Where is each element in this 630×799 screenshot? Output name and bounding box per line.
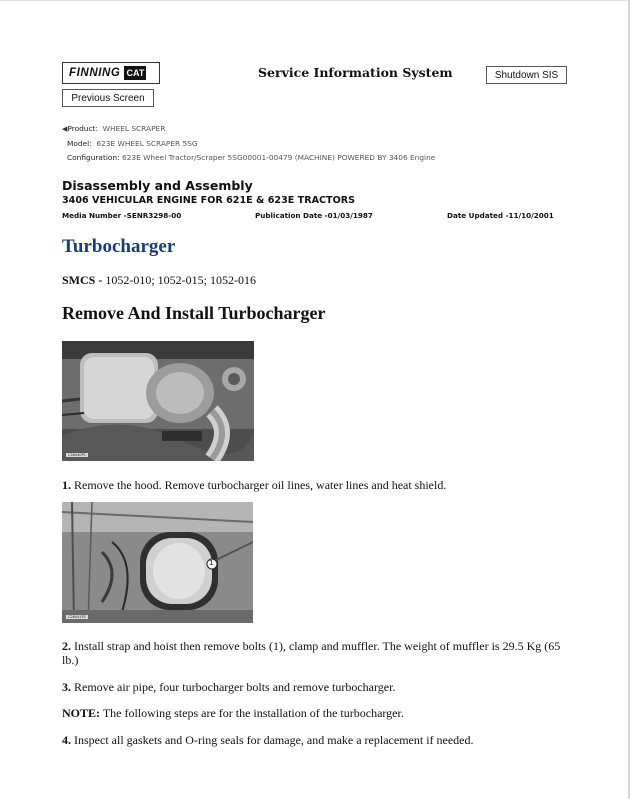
product-line <box>62 124 165 133</box>
note-text: The following steps are for the installation of the turbocharger. <box>102 706 404 720</box>
photo-2-tag: C28441P1 <box>68 615 86 619</box>
sis-title: Service Information System <box>258 65 453 80</box>
previous-screen-button[interactable]: Previous Screen <box>62 89 154 107</box>
step-2-number: 2. <box>62 639 71 653</box>
step-3-text: Remove air pipe, four turbocharger bolts and remove turbocharger. <box>74 680 396 694</box>
configuration-line <box>67 153 435 162</box>
finning-cat-logo <box>62 62 160 84</box>
publication-date: Publication Date -01/03/1987 <box>255 211 373 220</box>
muffler-photo <box>62 502 253 623</box>
engine-heading: 3406 VEHICULAR ENGINE FOR 621E & 623E TRACTORS <box>62 195 356 206</box>
model-value: 623E WHEEL SCRAPER 5SG <box>96 139 198 148</box>
config-value: 623E Wheel Tractor/Scraper 5SG00001-00479 (MACHINE) POWERED BY 3406 Engine <box>121 153 436 162</box>
shutdown-sis-button[interactable]: Shutdown SIS <box>486 66 567 84</box>
model-line <box>67 139 198 148</box>
config-label: Configuration: <box>67 153 120 162</box>
step-1-number: 1. <box>62 478 71 492</box>
page-title: Turbocharger <box>62 236 176 257</box>
smcs-codes <box>62 273 256 288</box>
procedure-heading: Remove And Install Turbocharger <box>62 303 326 323</box>
date-updated: Date Updated -11/10/2001 <box>447 211 554 220</box>
turbocharger-photo <box>62 341 254 461</box>
step-4 <box>62 733 562 747</box>
smcs-values: 1052-010; 1052-015; 1052-016 <box>105 273 256 287</box>
step-1 <box>62 478 562 492</box>
step-4-text: Inspect all gaskets and O-ring seals for damage, and make a replacement if needed. <box>74 733 474 747</box>
chevron-left-icon: ◀ <box>62 125 68 133</box>
section-heading: Disassembly and Assembly <box>62 178 253 193</box>
step-2-text: Install strap and hoist then remove bolts (1), clamp and muffler. The weight of muffler is 29.5 Kg (65 lb.) <box>62 639 561 667</box>
note <box>62 706 562 720</box>
page-top-edge <box>0 0 630 1</box>
step-3-number: 3. <box>62 680 71 694</box>
logo-text: FINNING <box>69 67 121 79</box>
product-value: WHEEL SCRAPER <box>102 124 166 133</box>
step-2 <box>62 639 562 667</box>
callout-1: 1 <box>209 559 214 567</box>
model-label: Model: <box>67 139 92 148</box>
photo-1-tag: C28440P1 <box>68 453 86 457</box>
step-3 <box>62 680 562 694</box>
note-label: NOTE: <box>62 706 101 720</box>
smcs-label: SMCS - <box>62 273 103 287</box>
step-1-text: Remove the hood. Remove turbocharger oil lines, water lines and heat shield. <box>74 478 447 492</box>
media-number: Media Number -SENR3298-00 <box>62 211 182 220</box>
step-4-number: 4. <box>62 733 71 747</box>
cat-badge: CAT <box>126 68 145 78</box>
product-label: Product: <box>67 124 98 133</box>
